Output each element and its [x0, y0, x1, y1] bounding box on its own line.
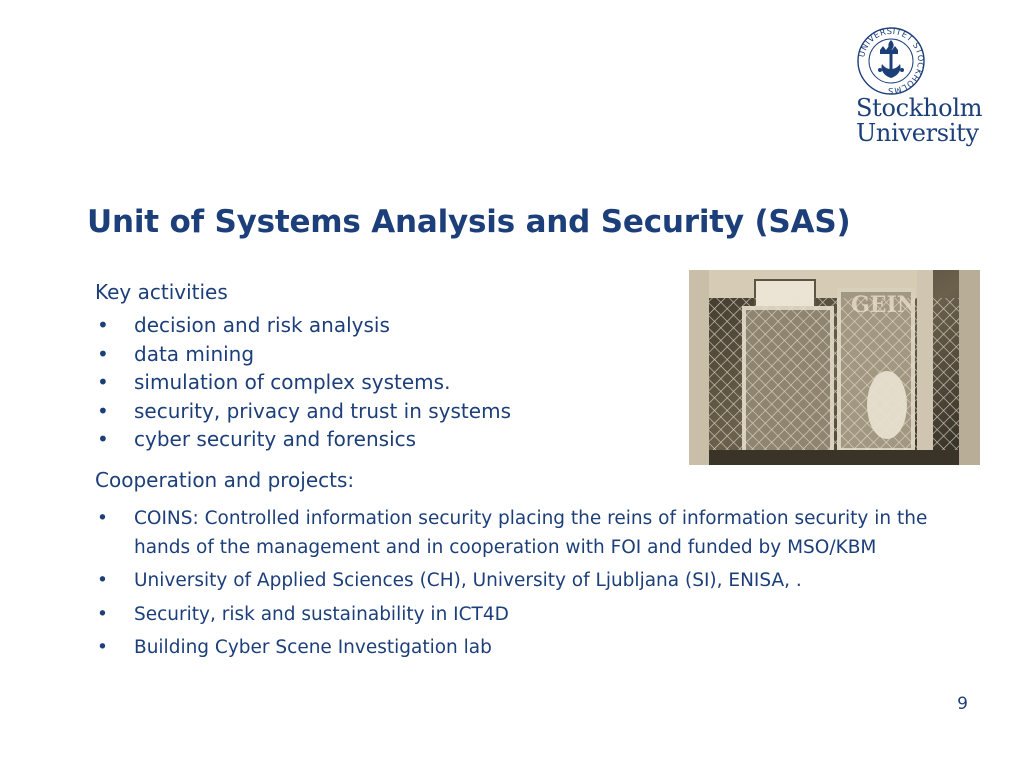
list-item: [95, 634, 940, 663]
stockholm-university-logo: [850, 26, 983, 150]
bullet: •: [97, 637, 108, 658]
university-seal-icon: [856, 26, 926, 96]
bullet: •: [97, 341, 109, 366]
logo-name-line1: Stockholm: [856, 94, 983, 122]
list-item: [95, 311, 655, 340]
storefront-grille-image: [689, 270, 980, 465]
logo-wordmark: [856, 96, 986, 146]
key-activities-label: Key activities: [95, 280, 228, 304]
list-item-text: cyber security and forensics: [134, 427, 417, 451]
list-item-text: COINS: Controlled information security placing the reins of information security in the hands of the management and in cooperation with FOI and funded by MSO/KBM: [134, 508, 928, 558]
list-item-text: data mining: [134, 341, 255, 366]
list-item: [95, 397, 655, 426]
bullet: •: [97, 570, 108, 591]
seal-text: UNIVERSITET STOCKHOLMS: [856, 26, 926, 96]
projects-list: [95, 505, 940, 668]
list-item-text: University of Applied Sciences (CH), University of Ljubljana (SI), ENISA, .: [134, 570, 802, 591]
list-item-text: decision and risk analysis: [134, 313, 390, 337]
slide-title: Unit of Systems Analysis and Security (SAS): [87, 204, 851, 240]
page-number: 9: [957, 694, 968, 714]
cooperation-label: Cooperation and projects:: [95, 468, 355, 492]
list-item: [95, 368, 655, 397]
list-item-text: Building Cyber Scene Investigation lab: [134, 637, 492, 658]
bullet: •: [97, 427, 109, 451]
logo-name-line2: University: [856, 119, 979, 147]
list-item-text: simulation of complex systems.: [134, 370, 451, 394]
bullet: •: [97, 508, 108, 529]
list-item-text: security, privacy and trust in systems: [134, 398, 511, 423]
list-item: [95, 505, 940, 562]
list-item: [95, 567, 940, 596]
key-activities-list: [95, 311, 655, 454]
bullet: •: [97, 398, 109, 423]
list-item: [95, 425, 655, 454]
bullet: •: [97, 370, 109, 394]
bullet: •: [97, 313, 109, 337]
list-item: [95, 601, 940, 630]
list-item: [95, 340, 655, 369]
storefront-photo: [689, 270, 980, 465]
list-item-text: Security, risk and sustainability in ICT4D: [134, 603, 509, 625]
bullet: •: [97, 603, 108, 625]
